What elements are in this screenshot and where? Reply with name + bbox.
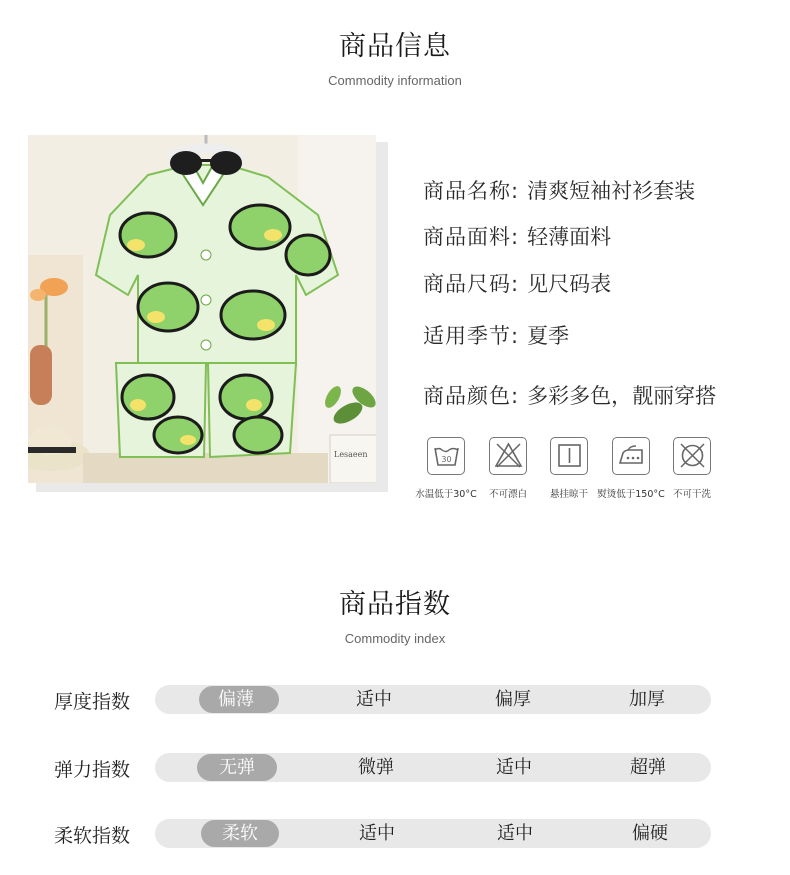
info-key: 适用季节:	[423, 324, 520, 348]
care-label: 熨烫低于150°C	[597, 489, 665, 500]
info-key: 商品面料:	[423, 225, 520, 249]
info-section-title: 商品信息	[339, 31, 451, 62]
index-option: 适中	[356, 689, 392, 710]
index-label-elasticity: 弹力指数	[54, 759, 131, 781]
no-bleach-icon	[489, 437, 527, 475]
info-row-name	[423, 175, 695, 205]
index-option: 适中	[496, 757, 532, 778]
no-dry-clean-icon	[673, 437, 711, 475]
care-bleach	[487, 437, 529, 500]
care-label: 水温低于30°C	[415, 489, 477, 500]
care-hang	[548, 437, 590, 500]
index-label-softness: 柔软指数	[54, 825, 131, 847]
info-key: 商品名称:	[423, 179, 520, 203]
info-key: 商品颜色:	[423, 384, 520, 408]
index-option: 适中	[497, 823, 533, 844]
info-section-subtitle: Commodity information	[328, 73, 462, 88]
info-row-season	[423, 320, 569, 350]
info-value: 多彩多色，靓丽穿搭	[527, 384, 717, 408]
index-option: 超弹	[630, 757, 666, 778]
care-iron	[597, 437, 665, 500]
index-label-thickness: 厚度指数	[54, 691, 131, 713]
info-section-header	[0, 24, 790, 88]
product-photo	[28, 135, 376, 483]
index-option: 偏薄	[218, 689, 254, 710]
wash-30-icon	[427, 437, 465, 475]
iron-150-icon	[612, 437, 650, 475]
info-row-size	[423, 268, 611, 298]
info-value: 夏季	[527, 324, 570, 348]
thickness-index-track	[155, 685, 711, 714]
index-option: 柔软	[222, 823, 258, 844]
care-wash	[415, 437, 477, 500]
photo-sign-text: Lesaeen	[334, 450, 368, 459]
hang-dry-icon	[550, 437, 588, 475]
info-row-color	[423, 380, 716, 410]
info-row-fabric	[423, 221, 611, 251]
info-value: 清爽短袖衬衫套装	[527, 179, 696, 203]
index-section-title: 商品指数	[339, 589, 451, 620]
elasticity-index-track	[155, 753, 711, 782]
care-label: 悬挂晾干	[549, 489, 589, 500]
svg-text:30: 30	[440, 455, 452, 464]
index-option: 无弹	[219, 757, 255, 778]
index-section-header	[0, 582, 790, 646]
care-label: 不可漂白	[488, 489, 528, 500]
index-option: 偏硬	[632, 823, 668, 844]
index-option: 偏厚	[495, 689, 531, 710]
product-illustration	[28, 135, 376, 483]
care-label: 不可干洗	[672, 489, 712, 500]
index-option: 适中	[359, 823, 395, 844]
info-key: 商品尺码:	[423, 272, 520, 296]
index-option: 加厚	[629, 689, 665, 710]
index-option: 微弹	[358, 757, 394, 778]
info-value: 轻薄面料	[527, 225, 612, 249]
info-value: 见尺码表	[527, 272, 612, 296]
index-section-subtitle: Commodity index	[344, 631, 446, 646]
care-dryclean	[671, 437, 713, 500]
softness-index-track	[155, 819, 711, 848]
